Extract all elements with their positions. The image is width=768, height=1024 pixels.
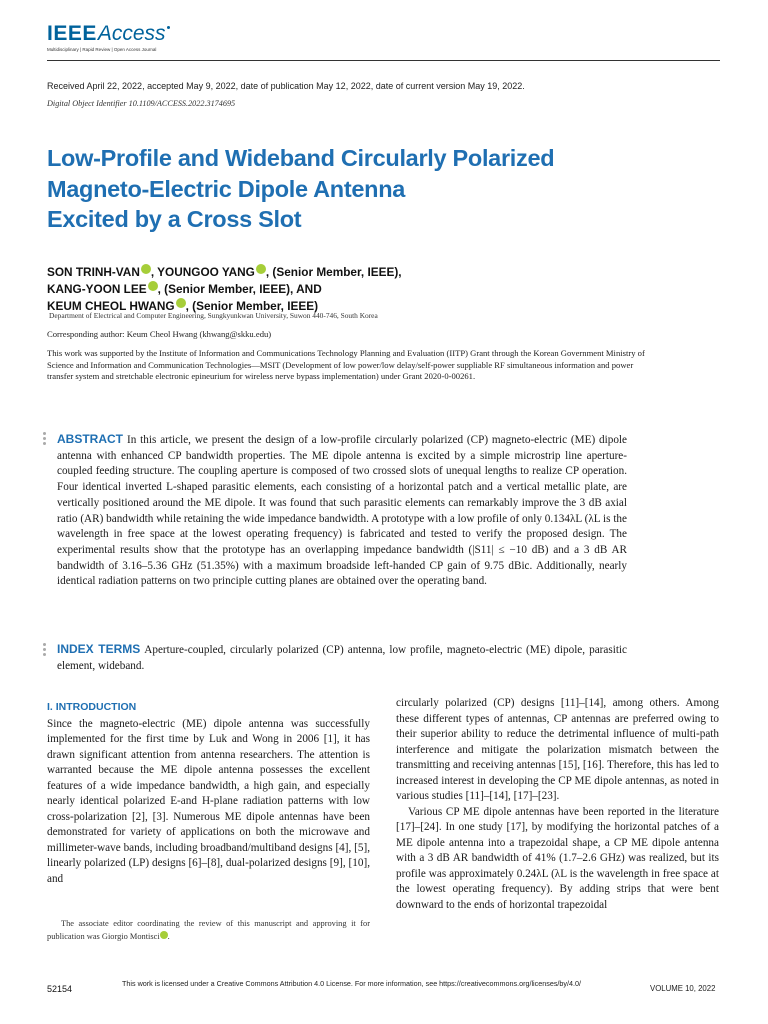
volume-label: VOLUME 10, 2022 — [650, 984, 716, 993]
abstract-label: ABSTRACT — [57, 432, 123, 446]
orcid-icon[interactable] — [148, 281, 158, 291]
logo-access: Access — [97, 22, 166, 45]
corresponding-author: Corresponding author: Keum Cheol Hwang (khwang@skku.edu) — [47, 329, 272, 339]
index-terms — [57, 642, 627, 674]
journal-logo — [47, 22, 170, 56]
doi: Digital Object Identifier 10.1109/ACCESS.2022.3174695 — [47, 99, 236, 108]
orcid-icon[interactable] — [256, 264, 266, 274]
funding-statement: This work was supported by the Institute of Information and Communications Technology Planning and Evaluation (IITP) Grant through the Korean Government Ministry of Science and Information and Communication Technologies—MSIT (Development of low power/low delay/self-power suppliable RF simultaneous information and power transfer system and stretchable electronic epineurium for wireless nerve bypass implementation) under Grant 2020-0-00261. — [47, 348, 645, 382]
abstract-marker-icon — [43, 432, 49, 446]
body-paragraph: Since the magneto-electric (ME) dipole antenna was successfully implemented for the first time by Luk and Wong in 2006 [1], it has drawn significant attention from antenna researchers. The attention is warranted because the ME dipole antenna possesses the excellent features of a wide impedance bandwidth, a high gain, and especially nearly identical polarized E-and H-plane radiation patterns with low cross-polarization [2], [3]. Numerous ME dipole antennas have been demonstrated for variety of applications on both the microwave and millimeter-wave bands, including broadband/multiband designs [4], [5], linearly polarized (LP) designs [6]–[8], dual-polarized designs [9], [10], and — [47, 717, 370, 885]
abstract-text: In this article, we present the design of a low-profile circularly polarized (CP) magneto-electric (ME) dipole antenna with enhanced CP bandwidth properties. The ME dipole antenna is excited by a simple microstrip line aperture-coupled feeding structure. The coupling aperture is composed of two crossed slots of unequal lengths to realize CP operation. Four identical inverted L-shaped parasitic elements, each consisting of a horizontal patch and a vertical metallic plate, are vertically positioned around the ME dipole. It was found that such parasitic elements can remarkably improve the 3 dB axial ratio (AR) bandwidth while retaining the wide impedance bandwidth. A prototype with a low profile of only 0.134λL (λL is the wavelength in free space at the lowest operating frequency) is fabricated and tested to verify the proposed design. The experimental results show that the prototype has an overlapping impedance bandwidth (|S11| ≤ −10 dB) and a 3 dB AR bandwidth of 3.16–5.36 GHz (51.35%) with a maximum broadside left-handed CP gain of 9.75 dBic. Additionally, nearly identical radiation patterns on two principle cutting planes are obtained over the operating band. — [57, 434, 627, 588]
author-list — [47, 264, 402, 315]
footnote-text: The associate editor coordinating the review of this manuscript and approving it for publication was Giorgio Montisci — [47, 919, 370, 941]
body-paragraph: Various CP ME dipole antennas have been reported in the literature [17]–[24]. In one study [17], by modifying the horizontal patches of a ME dipole antenna into a trapezoidal shape, a CP ME dipole antenna with a 3 dB AR bandwidth of 41% (1.7–2.6 GHz) was realized, but its profile was approximately 0.24λL (λL is the wavelength in free space at the lowest operating frequency). By adding strips that were bent downward to the ends of horizontal trapezoidal — [396, 805, 719, 911]
author-name: KEUM CHEOL HWANG — [47, 299, 175, 313]
header-rule — [47, 60, 720, 61]
journal-tagline: Multidisciplinary | Rapid Review | Open Access Journal — [47, 47, 157, 52]
index-terms-label: INDEX TERMS — [57, 642, 141, 656]
author-name: SON TRINH-VAN — [47, 265, 140, 279]
index-terms-marker-icon — [43, 643, 46, 658]
author-membership: , (Senior Member, IEEE), AND — [157, 282, 322, 296]
logo-dot-icon — [167, 26, 170, 29]
page-number: 52154 — [47, 984, 73, 994]
author-name: KANG-YOON LEE — [47, 282, 147, 296]
section-heading: I. INTRODUCTION — [47, 701, 137, 713]
orcid-icon[interactable] — [160, 931, 168, 939]
received-dates: Received April 22, 2022, accepted May 9, 2022, date of publication May 12, 2022, date of current version May 19, 2022. — [47, 81, 525, 91]
body-column-right — [396, 696, 719, 913]
affiliation: Department of Electrical and Computer Engineering, Sungkyunkwan University, Suwon 440-746, South Korea — [49, 311, 378, 320]
author-membership: , (Senior Member, IEEE) — [185, 299, 319, 313]
index-terms-text: Aperture-coupled, circularly polarized (CP) antenna, low profile, magneto-electric (ME) dipole, parasitic element, wideband. — [57, 644, 628, 672]
title-line-2: Magneto-Electric Dipole Antenna — [47, 175, 406, 202]
body-paragraph: circularly polarized (CP) designs [11]–[14], among others. Among these different types of antennas, CP antennas are preferred owing to their superior ability to reduce the detrimental influence of multi-path interference and mitigate the polarization mismatch between the transmitting and receiving antennas [15], [16]. Therefore, this has led to increased interest in developing the CP ME dipole antennas, as noted in various studies [11]–[14], [17]–[23]. — [396, 697, 719, 802]
author-membership: , (Senior Member, IEEE), — [265, 265, 402, 279]
orcid-icon[interactable] — [176, 298, 186, 308]
orcid-icon[interactable] — [141, 264, 151, 274]
title-line-3: Excited by a Cross Slot — [47, 206, 302, 232]
title-line-1: Low-Profile and Wideband Circularly Polarized — [47, 145, 555, 171]
license-notice: This work is licensed under a Creative Commons Attribution 4.0 License. For more information, see https://creativecommons.org/licenses/by/4.0/ — [122, 979, 582, 988]
body-column-left — [47, 700, 370, 887]
author-name: , YOUNGOO YANG — [150, 265, 255, 279]
editor-footnote: The associate editor coordinating the review of this manuscript and approving it for publication was Giorgio Montisci . — [47, 919, 370, 941]
abstract — [57, 432, 627, 590]
logo-ieee: IEEE — [47, 22, 97, 45]
paper-title — [47, 143, 687, 235]
